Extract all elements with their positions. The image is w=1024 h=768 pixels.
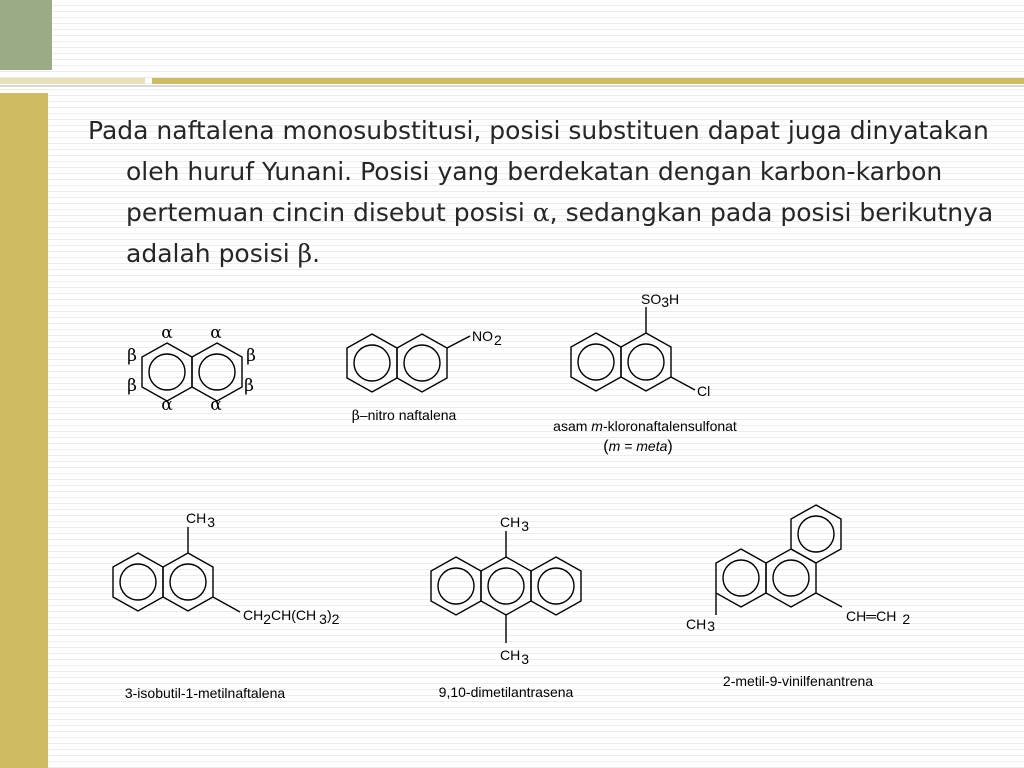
- naphthalene-alpha-top-right: α: [210, 323, 222, 343]
- sulfonat-caption: asam m-kloronaftalensulfonat: [553, 418, 737, 434]
- vinylphenanthrene-structure: [716, 505, 842, 615]
- naphthalene-beta-lower-left: β: [127, 376, 137, 396]
- naphthalene-beta-upper-right: β: [246, 346, 256, 366]
- dimethylanthracene-caption: 9,10-dimetilantrasena: [438, 684, 574, 700]
- phenanthrene-vinyl-label: CH═CH 2: [846, 608, 911, 627]
- naphthalene-beta-upper-left: β: [127, 346, 137, 366]
- dimethylanthracene-structure: [431, 531, 581, 643]
- isobutylnaphthalene-structure: [113, 527, 240, 612]
- paragraph-text-1: Pada naftalena monosubstitusi, posisi substituen dapat juga dinyatakan oleh huruf Yunani. Posisi yang berdekatan dengan karbon-karbon pertemuan cincin disebut posisi: [88, 116, 989, 227]
- naphthalene-alpha-bottom-right: α: [210, 395, 222, 415]
- anthracene-top-methyl-label: CH3: [500, 514, 530, 534]
- naphthalene-alpha-top-left: α: [161, 323, 173, 343]
- phenanthrene-methyl-label: CH3: [686, 616, 716, 634]
- nitronaphthalene-caption: β–nitro naftalena: [351, 407, 457, 424]
- paragraph-text-3: .: [312, 239, 321, 268]
- isobutyl-substituent-label: CH2CH(CH 3)2: [243, 607, 340, 627]
- isobutyl-methyl-label: CH3: [186, 510, 216, 530]
- sulfonat-structure: [571, 307, 695, 391]
- naphthalene-structure: [142, 343, 242, 401]
- sulfonat-note: (m = meta): [603, 438, 673, 455]
- paragraph-text-2: , sedangkan pada posisi berikutnya adalah posisi: [126, 198, 994, 268]
- anthracene-bottom-methyl-label: CH3: [500, 647, 530, 667]
- naphthalene-alpha-bottom-left: α: [161, 395, 173, 415]
- nitronaphthalene-structure: [347, 334, 470, 392]
- paragraph-alpha: α: [532, 198, 550, 227]
- paragraph-beta: β: [297, 239, 313, 268]
- nitro-group-label: NO2: [472, 328, 502, 348]
- so3h-label: SO3H: [641, 291, 680, 310]
- vinylphenanthrene-caption: 2-metil-9-vinilfenantrena: [722, 673, 874, 689]
- naphthalene-beta-lower-right: β: [244, 376, 254, 396]
- isobutylnaphthalene-caption: 3-isobutil-1-metilnaftalena: [124, 685, 286, 701]
- chloro-label: Cl: [697, 383, 711, 399]
